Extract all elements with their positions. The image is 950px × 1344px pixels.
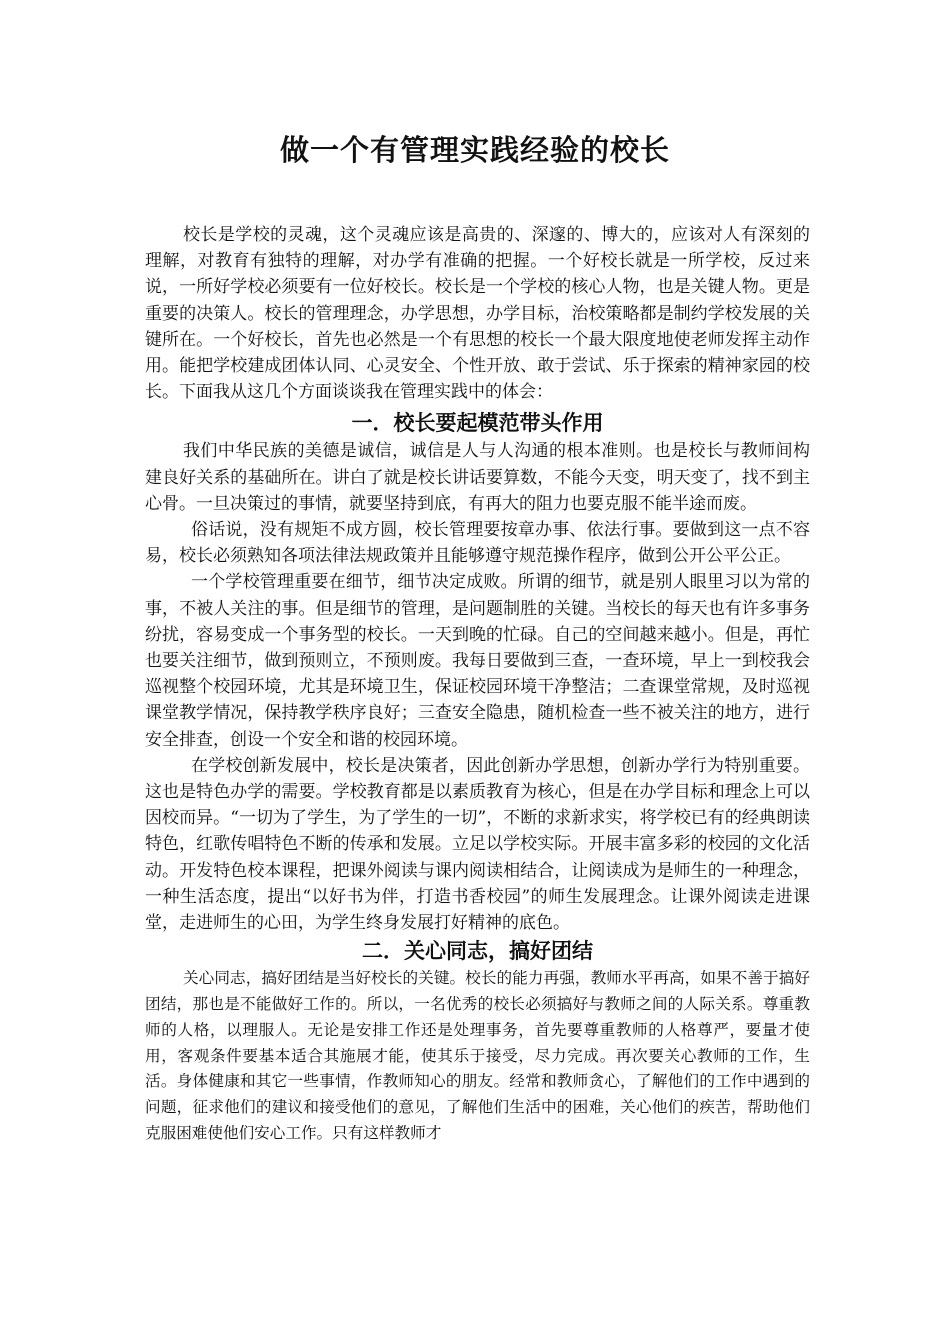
section-heading-1: 一．校长要起模范带头作用	[351, 410, 604, 436]
section-1-paragraph-2: 俗话说，没有规矩不成方圆，校长管理要按章办事、依法行事。要做到这一点不容易，校长必须熟知各项法律法规政策并且能够遵守规范操作程序，做到公开公平公正。	[145, 520, 810, 567]
section-1-paragraph-1: 我们中华民族的美德是诚信，诚信是人与人沟通的根本准则。也是校长与教师间构建良好关系的基础所在。讲白了就是校长讲话要算数，不能今天变，明天变了，找不到主心骨。一旦决策过的事情，就要坚持到底，有再大的阻力也要克服不能半途而废。	[145, 441, 810, 514]
section-1-paragraph-4: 在学校创新发展中，校长是决策者，因此创新办学思想，创新办学行为特别重要。这也是特色办学的需要。学校教育都是以素质教育为核心，但是在办学目标和理念上可以因校而异。“一切为了学生，为了学生的一切”，不断的求新求实，将学校已有的经典朗读特色，红歌传唱特色不断的传承和发展。立足以学校实际。开展丰富多彩的校园的文化活动。开发特色校本课程，把课外阅读与课内阅读相结合，让阅读成为是师生的一种理念，一种生活态度，提出“以好书为伴，打造书香校园”的师生发展理念。让课外阅读走进课堂，走进师生的心田，为学生终身发展打好精神的底色。	[145, 755, 810, 934]
document-body	[145, 222, 810, 1147]
section-1-paragraph-3: 一个学校管理重要在细节，细节决定成败。所谓的细节，就是别人眼里习以为常的事，不被人关注的事。但是细节的管理，是问题制胜的关键。当校长的每天也有许多事务纷扰，容易变成一个事务型的校长。一天到晚的忙碌。自己的空间越来越小。但是，再忙也要关注细节，做到预则立，不预则废。我每日要做到三查，一查环境，早上一到校我会巡视整个校园环境，尤其是环境卫生，保证校园环境干净整洁；二查课堂常规，及时巡视课堂教学情况，保持教学秩序良好；三查安全隐患，随机检查一些不被关注的地方，进行安全排查，创设一个安全和谐的校园环境。	[145, 572, 810, 750]
section-2-paragraph-1: 关心同志，搞好团结是当好校长的关键。校长的能力再强，教师水平再高，如果不善于搞好团结，那也是不能做好工作的。所以，一名优秀的校长必须搞好与教师之间的人际关系。尊重教师的人格，以理服人。无论是安排工作还是处理事务，首先要尊重教师的人格尊严，要量才使用，客观条件要基本适合其施展才能，使其乐于接受，尽力完成。再次要关心教师的工作，生活。身体健康和其它一些事情，作教师知心的朋友。经常和教师贪心，了解他们的工作中遇到的问题，征求他们的建议和接受他们的意见，了解他们生活中的困难，关心他们的疾苦，帮助他们克服困难使他们安心工作。只有这样教师才	[145, 969, 810, 1143]
intro-paragraph: 校长是学校的灵魂，这个灵魂应该是高贵的、深邃的、博大的，应该对人有深刻的理解，对教育有独特的理解，对办学有准确的把握。一个好校长就是一所学校，反过来说，一所好学校必须要有一位好校长。校长是一个学校的核心人物，也是关键人物。更是重要的决策人。校长的管理理念，办学思想，办学目标，治校策略都是制约学校发展的关键所在。一个好校长，首先也必然是一个有思想的校长一个最大限度地使老师发挥主动作用。能把学校建成团体认同、心灵安全、个性开放、敢于尝试、乐于探索的精神家园的校长。下面我从这几个方面谈谈我在管理实践中的体会：	[145, 225, 810, 403]
document-title: 做一个有管理实践经验的校长	[279, 133, 670, 167]
section-heading-2: 二．关心同志，搞好团结	[362, 938, 593, 964]
